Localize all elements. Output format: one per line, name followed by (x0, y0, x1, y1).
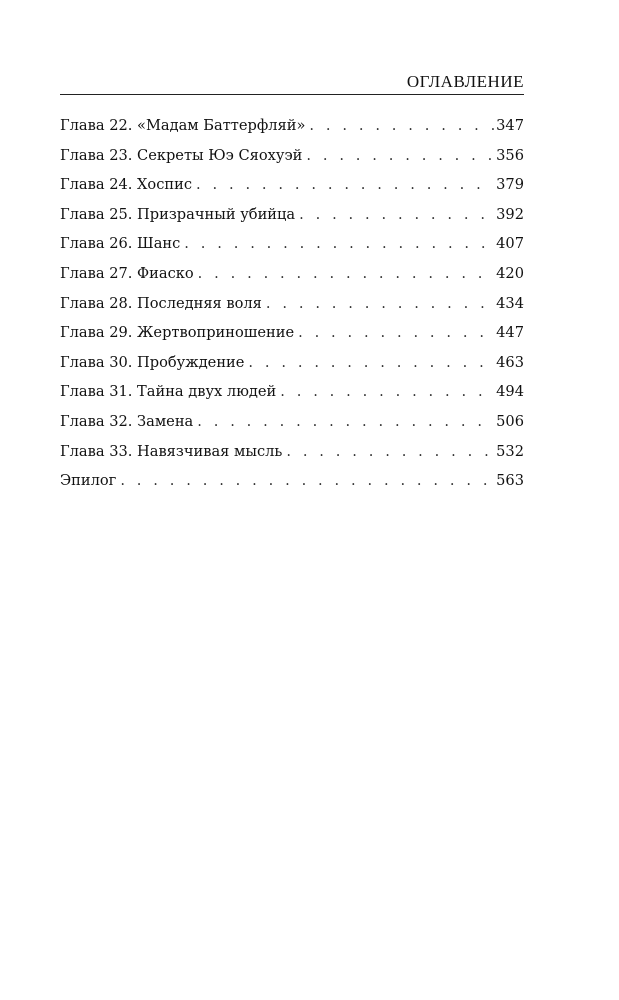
toc-dot-leader (248, 351, 494, 375)
toc-dot-leader (280, 380, 494, 404)
toc-entry-page: 463 (496, 353, 524, 371)
toc-entry-page: 506 (496, 412, 524, 430)
toc-entry-page: 420 (496, 264, 524, 282)
toc-entry-chapter-25 (60, 203, 524, 233)
running-title: ОГЛАВЛЕНИЕ (406, 72, 524, 91)
toc-entry-page: 532 (496, 442, 524, 460)
toc-entry-chapter-27 (60, 262, 524, 292)
toc-entry-epilogue (60, 469, 524, 499)
toc-entry-chapter-29 (60, 321, 524, 351)
toc-entry-title: Глава 22. «Мадам Баттерфляй» (60, 117, 306, 134)
toc-entry-page: 392 (496, 205, 524, 223)
toc-entry-chapter-28 (60, 292, 524, 322)
table-of-contents (60, 114, 524, 499)
toc-entry-page: 407 (496, 235, 524, 253)
toc-dot-leader (298, 321, 494, 345)
toc-entry-title: Глава 31. Тайна двух людей (60, 383, 277, 401)
toc-entry-title: Глава 26. Шанс (60, 235, 181, 253)
toc-dot-leader (299, 203, 494, 227)
toc-dot-leader (184, 232, 494, 256)
toc-dot-leader (306, 144, 494, 168)
toc-dot-leader (196, 173, 494, 197)
toc-entry-chapter-31 (60, 380, 524, 410)
toc-dot-leader (197, 410, 494, 434)
toc-entry-page: 347 (496, 117, 524, 134)
toc-entry-title: Глава 27. Фиаско (60, 264, 194, 282)
toc-entry-chapter-32 (60, 410, 524, 440)
toc-entry-page: 494 (496, 383, 524, 401)
toc-entry-title: Глава 29. Жертвоприношение (60, 324, 295, 342)
toc-entry-chapter-23 (60, 144, 524, 174)
toc-entry-page: 447 (496, 324, 524, 342)
toc-dot-leader (198, 262, 494, 286)
toc-entry-title: Глава 30. Пробуждение (60, 353, 245, 371)
toc-entry-chapter-22 (60, 114, 524, 144)
toc-entry-title: Эпилог (60, 472, 117, 490)
toc-entry-chapter-33 (60, 440, 524, 470)
toc-entry-chapter-26 (60, 232, 524, 262)
toc-entry-chapter-30 (60, 351, 524, 381)
toc-entry-title: Глава 23. Секреты Юэ Сяохуэй (60, 146, 303, 164)
toc-entry-title: Глава 25. Призрачный убийца (60, 205, 296, 223)
toc-entry-page: 356 (496, 146, 524, 164)
toc-dot-leader (309, 114, 494, 138)
header-rule (60, 94, 524, 95)
toc-entry-page: 563 (496, 472, 524, 490)
book-page (60, 0, 524, 1000)
toc-entry-title: Глава 32. Замена (60, 412, 194, 430)
toc-dot-leader (286, 440, 494, 464)
toc-dot-leader (120, 469, 494, 493)
toc-entry-title: Глава 28. Последняя воля (60, 294, 262, 312)
toc-dot-leader (266, 292, 494, 316)
toc-entry-chapter-24 (60, 173, 524, 203)
toc-entry-title: Глава 33. Навязчивая мысль (60, 442, 283, 460)
toc-entry-page: 434 (496, 294, 524, 312)
toc-entry-title: Глава 24. Хоспис (60, 176, 193, 194)
toc-entry-page: 379 (496, 176, 524, 194)
